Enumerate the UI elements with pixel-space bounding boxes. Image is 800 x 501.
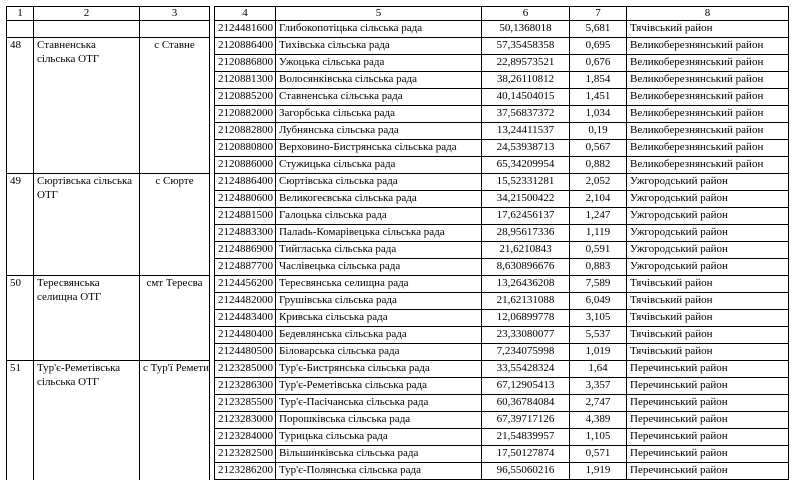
district-cell: Великоберезнянський район	[627, 106, 789, 123]
otg-name-cell: Тур'є-Реметівська сільська ОТГ	[34, 361, 140, 480]
koatuu-code-cell: 2120886800	[215, 55, 276, 72]
koatuu-code-cell: 2124881500	[215, 208, 276, 225]
koatuu-code-cell: 2123286300	[215, 378, 276, 395]
district-cell: Великоберезнянський район	[627, 38, 789, 55]
district-cell: Перечинський район	[627, 361, 789, 378]
area-cell: 17,62456137	[482, 208, 570, 225]
koatuu-code-cell: 2120886400	[215, 38, 276, 55]
population-cell: 1,854	[570, 72, 627, 89]
council-name-cell: Загорбська сільська рада	[276, 106, 482, 123]
population-cell: 1,451	[570, 89, 627, 106]
koatuu-code-cell: 2123286200	[215, 463, 276, 480]
koatuu-code-cell: 2124883300	[215, 225, 276, 242]
council-name-cell: Тересвянська селищна рада	[276, 276, 482, 293]
council-name-cell: Часлівецька сільська рада	[276, 259, 482, 276]
district-cell: Тячівський район	[627, 293, 789, 310]
koatuu-code-cell: 2123282500	[215, 446, 276, 463]
district-cell: Ужгородський район	[627, 225, 789, 242]
area-cell: 22,89573521	[482, 55, 570, 72]
area-cell: 23,33080077	[482, 327, 570, 344]
otg-name-cell	[34, 21, 140, 38]
area-cell: 21,62131088	[482, 293, 570, 310]
koatuu-code-cell: 2124480400	[215, 327, 276, 344]
koatuu-code-cell: 2124880600	[215, 191, 276, 208]
population-cell: 1,64	[570, 361, 627, 378]
population-cell: 2,052	[570, 174, 627, 191]
population-cell: 7,589	[570, 276, 627, 293]
district-cell: Ужгородський район	[627, 191, 789, 208]
koatuu-code-cell: 2120882800	[215, 123, 276, 140]
koatuu-code-cell: 2124482000	[215, 293, 276, 310]
district-cell: Ужгородський район	[627, 174, 789, 191]
population-cell: 4,389	[570, 412, 627, 429]
koatuu-code-cell: 2124887700	[215, 259, 276, 276]
otg-table	[6, 6, 789, 480]
population-cell: 0,882	[570, 157, 627, 174]
table-body	[7, 7, 789, 480]
council-name-cell: Грушівська сільська рада	[276, 293, 482, 310]
koatuu-code-cell: 2120881300	[215, 72, 276, 89]
population-cell: 1,105	[570, 429, 627, 446]
area-cell: 67,39717126	[482, 412, 570, 429]
koatuu-code-cell: 2123283000	[215, 412, 276, 429]
district-cell: Перечинський район	[627, 429, 789, 446]
koatuu-code-cell: 2120885200	[215, 89, 276, 106]
koatuu-code-cell: 2123284000	[215, 429, 276, 446]
population-cell: 1,019	[570, 344, 627, 361]
koatuu-code-cell: 2124456200	[215, 276, 276, 293]
district-cell: Великоберезнянський район	[627, 123, 789, 140]
header-cell: 5	[276, 7, 482, 21]
area-cell: 28,95617336	[482, 225, 570, 242]
council-name-cell: Глибокопотіцька сільська рада	[276, 21, 482, 38]
header-cell: 3	[140, 7, 210, 21]
area-cell: 38,26110812	[482, 72, 570, 89]
koatuu-code-cell: 2120882000	[215, 106, 276, 123]
council-name-cell: Бедевлянська сільська рада	[276, 327, 482, 344]
council-name-cell: Турицька сільська рада	[276, 429, 482, 446]
area-cell: 50,1368018	[482, 21, 570, 38]
population-cell: 0,591	[570, 242, 627, 259]
koatuu-code-cell: 2123285000	[215, 361, 276, 378]
council-name-cell: Біловарська сільська рада	[276, 344, 482, 361]
header-cell: 4	[215, 7, 276, 21]
district-cell: Тячівський район	[627, 21, 789, 38]
header-cell: 1	[7, 7, 34, 21]
group-number-cell: 50	[7, 276, 34, 361]
council-name-cell: Тур'є-Бистрянська сільська рада	[276, 361, 482, 378]
koatuu-code-cell: 2124480500	[215, 344, 276, 361]
otg-name-cell: Ставненська сільська ОТГ	[34, 38, 140, 174]
population-cell: 0,567	[570, 140, 627, 157]
population-cell: 0,695	[570, 38, 627, 55]
district-cell: Тячівський район	[627, 276, 789, 293]
koatuu-code-cell: 2123285500	[215, 395, 276, 412]
area-cell: 96,55060216	[482, 463, 570, 480]
council-name-cell: Тур'є-Пасічанська сільська рада	[276, 395, 482, 412]
population-cell: 3,357	[570, 378, 627, 395]
district-cell: Великоберезнянський район	[627, 89, 789, 106]
area-cell: 13,26436208	[482, 276, 570, 293]
koatuu-code-cell: 2124483400	[215, 310, 276, 327]
area-cell: 15,52331281	[482, 174, 570, 191]
council-name-cell: Тур'є-Полянська сільська рада	[276, 463, 482, 480]
header-cell: 7	[570, 7, 627, 21]
area-cell: 67,12905413	[482, 378, 570, 395]
district-cell: Великоберезнянський район	[627, 140, 789, 157]
council-name-cell: Ужоцька сільська рада	[276, 55, 482, 72]
council-name-cell: Великогеєвська сільська рада	[276, 191, 482, 208]
koatuu-code-cell: 2124886400	[215, 174, 276, 191]
district-cell: Перечинський район	[627, 395, 789, 412]
council-name-cell: Верховино-Бистрянська сільська рада	[276, 140, 482, 157]
group-number-cell: 51	[7, 361, 34, 480]
district-cell: Тячівський район	[627, 327, 789, 344]
population-cell: 1,247	[570, 208, 627, 225]
population-cell: 3,105	[570, 310, 627, 327]
population-cell: 1,919	[570, 463, 627, 480]
area-cell: 13,24411537	[482, 123, 570, 140]
koatuu-code-cell: 2120880800	[215, 140, 276, 157]
district-cell: Ужгородський район	[627, 259, 789, 276]
header-cell: 2	[34, 7, 140, 21]
area-cell: 21,6210843	[482, 242, 570, 259]
population-cell: 0,676	[570, 55, 627, 72]
center-cell: с Тур'ї Ремети	[140, 361, 210, 480]
area-cell: 21,54839957	[482, 429, 570, 446]
council-name-cell: Лубнянська сільська рада	[276, 123, 482, 140]
district-cell: Перечинський район	[627, 378, 789, 395]
area-cell: 8,630896676	[482, 259, 570, 276]
header-cell: 8	[627, 7, 789, 21]
koatuu-code-cell: 2120886000	[215, 157, 276, 174]
council-name-cell: Галоцька сільська рада	[276, 208, 482, 225]
area-cell: 33,55428324	[482, 361, 570, 378]
document-page	[6, 6, 789, 480]
council-name-cell: Волосянківська сільська рада	[276, 72, 482, 89]
population-cell: 0,19	[570, 123, 627, 140]
district-cell: Великоберезнянський район	[627, 157, 789, 174]
area-cell: 34,21500422	[482, 191, 570, 208]
district-cell: Перечинський район	[627, 412, 789, 429]
area-cell: 65,34209954	[482, 157, 570, 174]
district-cell: Великоберезнянський район	[627, 55, 789, 72]
council-name-cell: Стужицька сільська рада	[276, 157, 482, 174]
population-cell: 2,747	[570, 395, 627, 412]
area-cell: 24,53938713	[482, 140, 570, 157]
district-cell: Ужгородський район	[627, 208, 789, 225]
table-row	[7, 21, 789, 38]
population-cell: 0,883	[570, 259, 627, 276]
area-cell: 40,14504015	[482, 89, 570, 106]
council-name-cell: Вільшинківська сільська рада	[276, 446, 482, 463]
district-cell: Великоберезнянський район	[627, 72, 789, 89]
population-cell: 0,571	[570, 446, 627, 463]
group-number-cell: 48	[7, 38, 34, 174]
center-cell: с Сюрте	[140, 174, 210, 276]
council-name-cell: Сюртівська сільська рада	[276, 174, 482, 191]
area-cell: 37,56837372	[482, 106, 570, 123]
council-name-cell: Тур'є-Реметівська сільська рада	[276, 378, 482, 395]
koatuu-code-cell: 2124481600	[215, 21, 276, 38]
population-cell: 6,049	[570, 293, 627, 310]
table-row	[7, 38, 789, 55]
center-cell	[140, 21, 210, 38]
council-name-cell: Порошківська сільська рада	[276, 412, 482, 429]
council-name-cell: Тихівська сільська рада	[276, 38, 482, 55]
group-number-cell	[7, 21, 34, 38]
area-cell: 57,35458358	[482, 38, 570, 55]
council-name-cell: Палadь-Комарівецька сільська рада	[276, 225, 482, 242]
center-cell: с Ставне	[140, 38, 210, 174]
table-row	[7, 276, 789, 293]
council-name-cell: Ставненська сільська рада	[276, 89, 482, 106]
district-cell: Перечинський район	[627, 446, 789, 463]
table-row	[7, 361, 789, 378]
area-cell: 60,36784084	[482, 395, 570, 412]
population-cell: 2,104	[570, 191, 627, 208]
population-cell: 1,119	[570, 225, 627, 242]
population-cell: 1,034	[570, 106, 627, 123]
area-cell: 12,06899778	[482, 310, 570, 327]
district-cell: Ужгородський район	[627, 242, 789, 259]
district-cell: Перечинський район	[627, 463, 789, 480]
otg-name-cell: Тересвянська селищна ОТГ	[34, 276, 140, 361]
population-cell: 5,681	[570, 21, 627, 38]
council-name-cell: Тийгласька сільська рада	[276, 242, 482, 259]
district-cell: Тячівський район	[627, 344, 789, 361]
group-number-cell: 49	[7, 174, 34, 276]
population-cell: 5,537	[570, 327, 627, 344]
koatuu-code-cell: 2124886900	[215, 242, 276, 259]
header-cell: 6	[482, 7, 570, 21]
area-cell: 17,50127874	[482, 446, 570, 463]
area-cell: 7,234075998	[482, 344, 570, 361]
council-name-cell: Кривська сільська рада	[276, 310, 482, 327]
header-row	[7, 7, 789, 21]
center-cell: смт Тересва	[140, 276, 210, 361]
table-row	[7, 174, 789, 191]
district-cell: Тячівський район	[627, 310, 789, 327]
otg-name-cell: Сюртівська сільська ОТГ	[34, 174, 140, 276]
